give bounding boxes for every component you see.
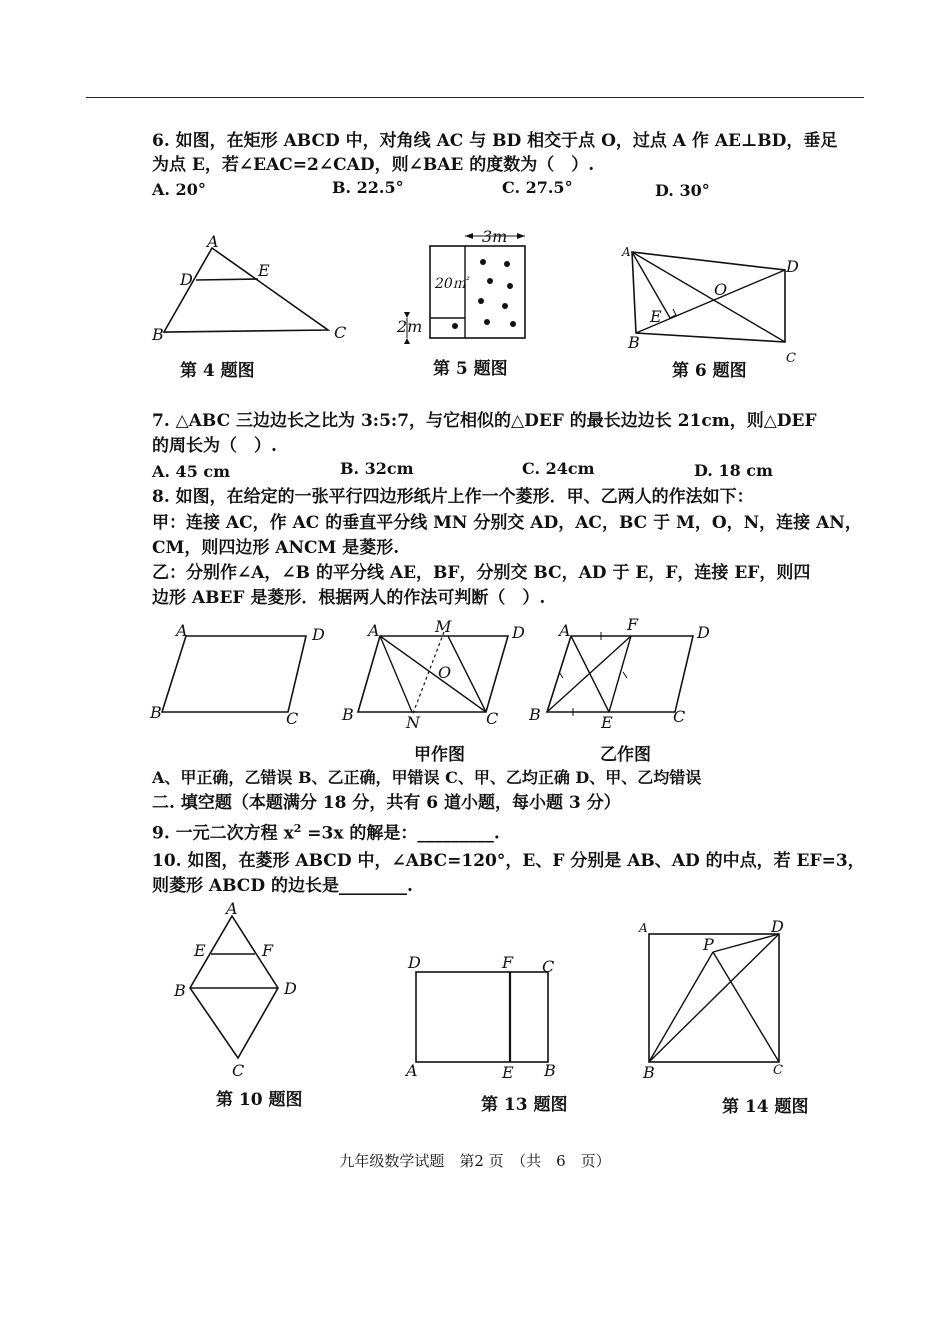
figure-10 (170, 900, 310, 1080)
q8-caption-yi: 乙作图 (600, 745, 651, 765)
q9-line (152, 818, 500, 845)
fig6-caption: 第 6 题图 (672, 361, 747, 381)
q6-option-a: A. 20° (152, 180, 206, 199)
fig5-label-area: 20㎡ (435, 276, 467, 292)
q8-options: A、甲正确，乙错误 B、乙正确，甲错误 C、甲、乙均正确 D、甲、乙均错误 (152, 768, 702, 787)
q6-option-d: D. 30° (655, 181, 710, 200)
fig4-label-b: B (152, 325, 164, 344)
fig14-label-b: B (643, 1063, 655, 1082)
header-rule (86, 97, 864, 98)
q8c-label-f: F (627, 615, 639, 634)
fig13-label-b: B (544, 1061, 556, 1080)
q8c-label-b: B (529, 705, 541, 724)
fig4-label-a: A (207, 232, 219, 251)
q6-line1: 6. 如图，在矩形 ABCD 中，对角线 AC 与 BD 相交于点 O，过点 A 作 AE⊥BD，垂足 (152, 131, 838, 151)
fig6-label-c: C (786, 351, 796, 366)
q8b-label-n: N (406, 713, 420, 732)
fig13-label-d: D (408, 953, 421, 972)
fig4-label-e: E (258, 261, 270, 280)
figure-13 (400, 950, 570, 1080)
q7-option-b: B. 32cm (340, 459, 414, 478)
fig10-label-d: D (284, 979, 297, 998)
q8b-label-a: A (368, 621, 380, 640)
fig5-caption: 第 5 题图 (433, 359, 508, 379)
q8-figure-plain (148, 622, 338, 727)
q6-line2: 为点 E，若∠EAC=2∠CAD，则∠BAE 的度数为（ ）. (152, 155, 595, 175)
q8a-label-b: B (150, 703, 162, 722)
q8-figure-yi (525, 615, 720, 732)
fig13-label-e: E (502, 1063, 514, 1082)
fig5-label-top: 3m (482, 227, 508, 246)
q7-option-a: A. 45 cm (152, 462, 231, 481)
fig10-label-c: C (232, 1061, 245, 1080)
q9-exponent: 2 (293, 822, 302, 835)
fig4-label-c: C (334, 323, 347, 342)
q8b-label-c: C (486, 709, 499, 728)
q8a-label-a: A (176, 621, 188, 640)
fig6-label-e: E (650, 307, 662, 326)
fig10-label-a: A (226, 899, 238, 918)
figure-5 (395, 226, 545, 351)
q8c-label-c: C (673, 707, 686, 726)
fig4-label-d: D (180, 270, 193, 289)
fig13-label-c: C (542, 957, 555, 976)
fig10-label-b: B (174, 981, 186, 1000)
q8-line3: CM，则四边形 ANCM 是菱形. (152, 538, 400, 558)
q6-option-c: C. 27.5° (502, 178, 573, 197)
fig6-label-o: O (714, 280, 728, 299)
fig14-label-p: P (703, 935, 714, 954)
fig14-label-a: A (639, 921, 648, 935)
q9-prefix: 9. 一元二次方程 x (152, 823, 294, 844)
fig13-label-f: F (502, 953, 514, 972)
fig14-label-d: D (771, 917, 784, 936)
q8a-label-c: C (286, 709, 299, 728)
fig5-label-left: 2m (397, 317, 423, 336)
q8b-label-d: D (512, 623, 525, 642)
fig14-caption: 第 14 题图 (722, 1097, 809, 1117)
fig13-label-a: A (406, 1061, 418, 1080)
q10-line2: 则菱形 ABCD 的边长是________. (152, 876, 413, 896)
fig6-label-a: A (622, 245, 631, 259)
q8-line2: 甲：连接 AC，作 AC 的垂直平分线 MN 分别交 AD，AC，BC 于 M，O，N，连接 AN， (152, 513, 862, 533)
q9-suffix: =3x 的解是：_________. (301, 823, 500, 844)
q8b-label-b: B (342, 705, 354, 724)
figure-14 (635, 918, 810, 1083)
page-footer: 九年级数学试题 第2 页 （共 6 页） (339, 1152, 611, 1170)
q10-line1: 10. 如图，在菱形 ABCD 中，∠ABC=120°，E、F 分别是 AB、AD 的中点，若 EF=3， (152, 851, 865, 871)
q7-option-c: C. 24cm (522, 459, 595, 478)
fig4-caption: 第 4 题图 (180, 361, 255, 381)
q8b-label-o: O (438, 663, 452, 682)
q8b-label-m: M (435, 617, 452, 636)
q8c-label-d: D (697, 623, 710, 642)
fig10-caption: 第 10 题图 (216, 1090, 303, 1110)
fig10-label-e: E (194, 941, 206, 960)
figure-6 (620, 240, 805, 365)
fig6-label-d: D (786, 257, 799, 276)
figure-4 (150, 230, 360, 350)
q8-caption-jia: 甲作图 (414, 745, 465, 765)
q8-line4: 乙：分别作∠A，∠B 的平分线 AE，BF，分别交 BC，AD 于 E，F，连接 EF，则四 (152, 563, 811, 583)
q8a-label-d: D (312, 625, 325, 644)
q6-option-b: B. 22.5° (332, 178, 404, 197)
section-2-heading: 二. 填空题（本题满分 18 分，共有 6 道小题，每小题 3 分） (152, 793, 621, 813)
q7-line1: 7. △ABC 三边边长之比为 3:5:7，与它相似的△DEF 的最长边边长 21cm，则△DEF (152, 411, 817, 431)
q7-line2: 的周长为（ ）. (152, 436, 277, 456)
fig10-label-f: F (262, 941, 274, 960)
q8-line5: 边形 ABEF 是菱形．根据两人的作法可判断（ ）. (152, 588, 546, 608)
fig14-label-c: C (773, 1063, 783, 1078)
fig13-caption: 第 13 题图 (481, 1095, 568, 1115)
q8c-label-a: A (559, 621, 571, 640)
fig6-label-b: B (628, 333, 640, 352)
q8-line1: 8. 如图，在给定的一张平行四边形纸片上作一个菱形．甲、乙两人的作法如下： (152, 487, 754, 507)
q8c-label-e: E (601, 713, 613, 732)
q8-figure-jia (340, 617, 535, 732)
q7-option-d: D. 18 cm (694, 461, 773, 480)
